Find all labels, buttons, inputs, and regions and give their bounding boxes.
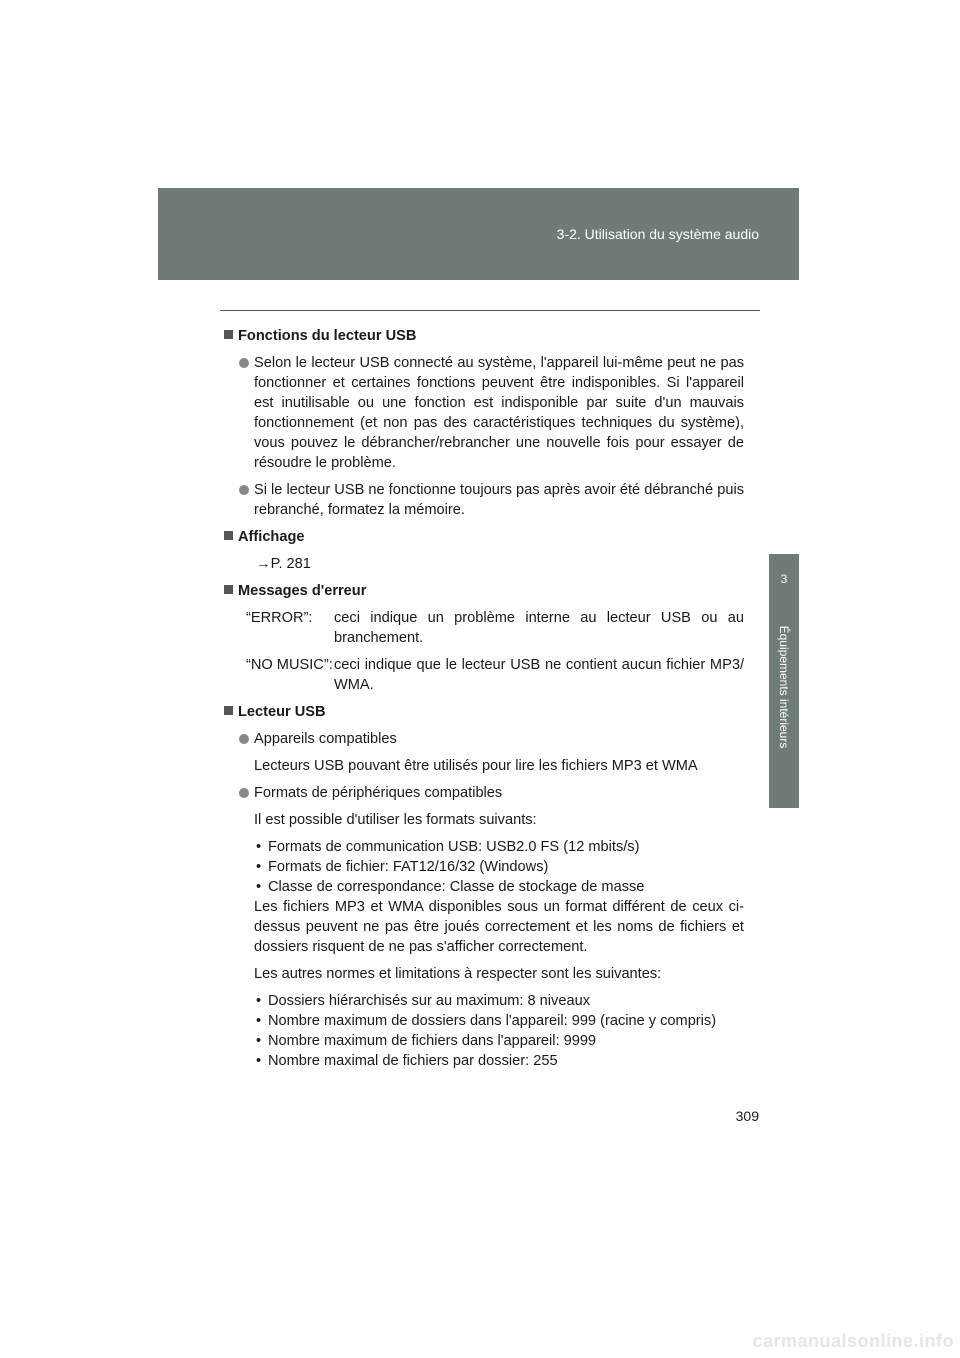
circle-bullet-icon (239, 734, 249, 744)
square-bullet-icon (224, 531, 233, 540)
list-item: • Dossiers hiérarchisés sur au maximum: 8 niveaux (256, 993, 590, 1009)
page-content (224, 326, 744, 1071)
error-message-row (246, 655, 744, 695)
chapter-label: Équipements intérieurs (777, 625, 791, 749)
paragraph: Il est possible d'utiliser les formats suivants: (254, 812, 537, 828)
error-code: “ERROR”: (246, 610, 313, 626)
error-description: ceci indique que le lecteur USB ne contient aucun fichier MP3/ WMA. (334, 657, 744, 693)
bullet-item: Selon le lecteur USB connecté au système, l'appareil lui-même peut ne pas fonctionner et certaines fonctions peuvent être indisponibles. Si l'appareil est inutilisable ou une fonction est indisponible par suite d'un mauvais fonctionnement (et non pas des caractéristiques techniques du système), vous pouvez le débrancher/rebrancher une nouvelle fois pour essayer de résoudre le problème. (224, 353, 744, 473)
limits-list (224, 991, 744, 1071)
circle-bullet-icon (239, 358, 249, 368)
section-header (158, 188, 799, 280)
list-item: • Nombre maximum de dossiers dans l'appareil: 999 (racine y compris) (256, 1013, 717, 1029)
section-title: 3-2. Utilisation du système audio (556, 226, 759, 242)
paragraph: Les autres normes et limitations à respecter sont les suivantes: (254, 966, 662, 982)
list-item: • Formats de fichier: FAT12/16/32 (Windows) (256, 859, 549, 875)
paragraph: Les fichiers MP3 et WMA disponibles sous un format différent de ceux ci-dessus peuvent ne pas être joués correctement et les noms de fichiers et dossiers risquent de ne pas s'afficher correctement. (254, 899, 744, 955)
square-bullet-icon (224, 585, 233, 594)
list-item: • Classe de correspondance: Classe de stockage de masse (256, 879, 645, 895)
bullet-item: Formats de périphériques compatibles (224, 783, 744, 803)
chapter-tab (769, 554, 799, 808)
bullet-item: Si le lecteur USB ne fonctionne toujours pas après avoir été débranché puis rebranché, formatez la mémoire. (224, 480, 744, 520)
square-bullet-icon (224, 706, 233, 715)
formats-list (224, 837, 744, 897)
error-description: ceci indique un problème interne au lecteur USB ou au branchement. (334, 610, 744, 646)
heading-affichage: Affichage (224, 527, 744, 547)
top-divider (220, 310, 760, 311)
error-message-row (246, 608, 744, 648)
chapter-number: 3 (780, 572, 788, 586)
circle-bullet-icon (239, 485, 249, 495)
page-reference-link[interactable]: →P. 281 (256, 556, 311, 572)
bullet-item: Appareils compatibles (224, 729, 744, 749)
list-item: • Formats de communication USB: USB2.0 FS (12 mbits/s) (256, 839, 640, 855)
paragraph: Lecteurs USB pouvant être utilisés pour lire les fichiers MP3 et WMA (254, 758, 698, 774)
page-number: 309 (735, 1108, 759, 1124)
list-item: • Nombre maximal de fichiers par dossier: 255 (256, 1053, 558, 1069)
heading-messages: Messages d'erreur (224, 581, 744, 601)
heading-lecteur: Lecteur USB (224, 702, 744, 722)
error-code: “NO MUSIC”: (246, 657, 333, 673)
heading-fonctions: Fonctions du lecteur USB (224, 326, 744, 346)
watermark: carmanualsonline.info (752, 1331, 954, 1351)
circle-bullet-icon (239, 788, 249, 798)
list-item: • Nombre maximum de fichiers dans l'appareil: 9999 (256, 1033, 597, 1049)
square-bullet-icon (224, 330, 233, 339)
